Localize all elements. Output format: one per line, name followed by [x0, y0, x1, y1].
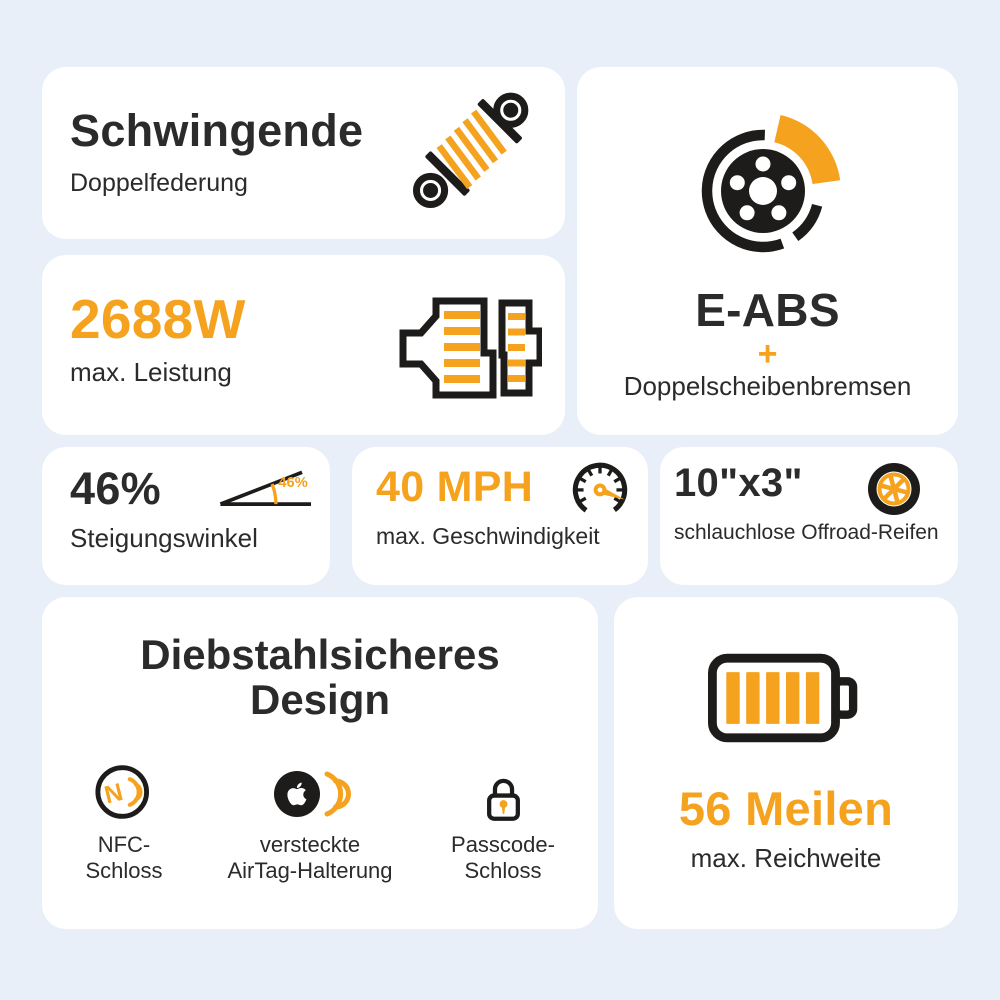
speedometer-icon	[568, 457, 632, 521]
speed-label: max. Geschwindigkeit	[376, 523, 600, 549]
speed-value: 40 MPH	[376, 463, 534, 511]
suspension-subtitle: Doppelfederung	[70, 169, 248, 197]
card-tires	[660, 447, 958, 585]
card-incline	[42, 447, 330, 585]
card-power	[42, 255, 565, 435]
range-value: 56 Meilen	[678, 782, 894, 835]
tires-value: 10"x3"	[674, 461, 803, 505]
feature-airtag-holder	[180, 761, 440, 885]
card-speed	[352, 447, 648, 585]
airtag-label-line1: versteckte	[259, 832, 361, 857]
incline-label: Steigungswinkel	[70, 523, 258, 553]
brake-disc-icon	[687, 107, 847, 272]
padlock-label-line1: Passcode-	[451, 832, 555, 857]
incline-value: 46%	[70, 463, 161, 514]
range-label: max. Reichweite	[690, 843, 882, 873]
card-theft	[42, 597, 598, 929]
battery-icon	[705, 647, 867, 749]
nfc-label-line2: Schloss	[85, 858, 163, 884]
brakes-title: E-ABS	[695, 284, 840, 336]
plus-sign: +	[757, 335, 778, 373]
tire-icon	[866, 461, 922, 517]
dual-motor-icon	[392, 291, 542, 406]
svg-text:N: N	[101, 778, 126, 810]
suspension-icon	[394, 77, 544, 227]
card-brakes	[577, 67, 958, 435]
card-range	[614, 597, 958, 929]
brakes-subtitle: Doppelscheibenbremsen	[623, 371, 912, 401]
tires-label: schlauchlose Offroad-Reifen	[674, 521, 939, 544]
airtag-label-line2: AirTag-Halterung	[227, 858, 393, 884]
power-value: 2688W	[70, 288, 246, 350]
nfc-label-line1: NFC-	[97, 832, 151, 857]
power-label: max. Leistung	[70, 357, 232, 387]
card-suspension	[42, 67, 565, 239]
theft-title-line1: Diebstahlsicheres	[140, 631, 500, 678]
incline-angle-value: 46%	[278, 475, 308, 491]
padlock-label-line2: Schloss	[464, 858, 542, 884]
incline-angle-icon	[218, 463, 320, 511]
padlock-icon	[403, 761, 603, 823]
theft-title	[42, 633, 598, 723]
theft-title-line2: Design	[249, 675, 391, 723]
suspension-title: Schwingende	[70, 105, 364, 156]
feature-passcode-lock	[403, 761, 603, 885]
